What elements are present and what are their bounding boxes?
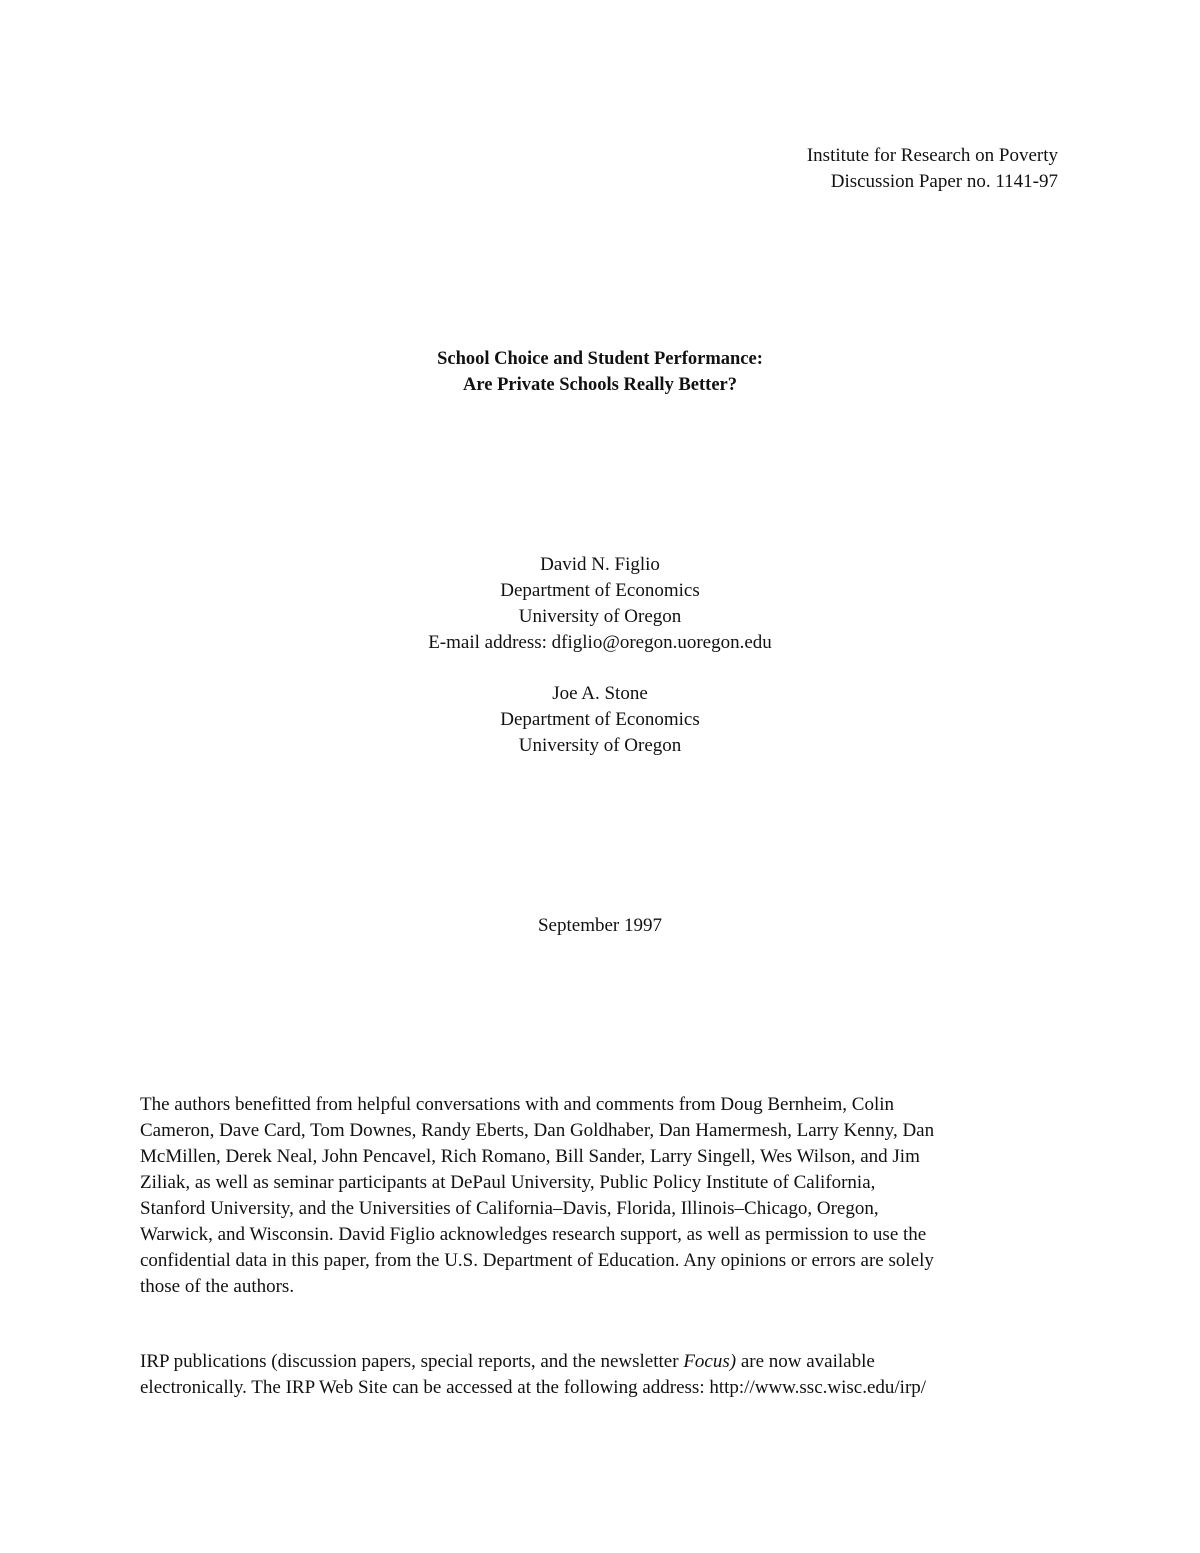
irp-note-line-1	[140, 1349, 1060, 1375]
irp-note-line-2: electronically. The IRP Web Site can be accessed at the following address: http://www.ssc.wisc.edu/irp/	[140, 1377, 927, 1398]
irp-publications-note	[140, 1349, 1060, 1401]
focus-newsletter-title: Focus)	[683, 1351, 737, 1372]
author-name: David N. Figlio	[540, 554, 660, 575]
title-line-2: Are Private Schools Really Better?	[463, 375, 737, 395]
author-university: University of Oregon	[518, 735, 682, 756]
acknowledgment-line: The authors benefitted from helpful conversations with and comments from Doug Bernheim, Colin	[140, 1094, 895, 1115]
author-name: Joe A. Stone	[552, 683, 648, 704]
title-line-1: School Choice and Student Performance:	[437, 349, 763, 369]
author-university: University of Oregon	[518, 606, 682, 627]
acknowledgment-line: Cameron, Dave Card, Tom Downes, Randy Eberts, Dan Goldhaber, Dan Hamermesh, Larry Kenny, Dan	[140, 1120, 935, 1141]
acknowledgment-line: Stanford University, and the Universities of California–Davis, Florida, Illinois–Chicago, Oregon,	[140, 1198, 879, 1219]
acknowledgment-line: confidential data in this paper, from the U.S. Department of Education. Any opinions or errors are solely	[140, 1250, 934, 1271]
header-block	[807, 143, 1058, 195]
paper-title	[0, 346, 1200, 398]
author-block-figlio	[0, 552, 1200, 656]
author-email: E-mail address: dfiglio@oregon.uoregon.edu	[428, 632, 772, 653]
acknowledgment-line: Warwick, and Wisconsin. David Figlio acknowledges research support, as well as permission to use the	[140, 1224, 927, 1245]
discussion-paper-number: Discussion Paper no. 1141-97	[830, 171, 1058, 192]
institute-name: Institute for Research on Poverty	[806, 145, 1058, 166]
publication-date: September 1997	[537, 915, 662, 936]
acknowledgment-paragraph	[140, 1092, 1060, 1300]
author-department: Department of Economics	[500, 580, 700, 601]
acknowledgment-line: Ziliak, as well as seminar participants at DePaul University, Public Policy Institute of California,	[140, 1172, 876, 1193]
irp-note-text: IRP publications (discussion papers, special reports, and the newsletter	[140, 1351, 684, 1372]
author-department: Department of Economics	[500, 709, 700, 730]
author-block-stone	[0, 681, 1200, 759]
acknowledgment-line: those of the authors.	[140, 1276, 295, 1297]
irp-note-text: are now available	[736, 1351, 875, 1372]
acknowledgment-line: McMillen, Derek Neal, John Pencavel, Rich Romano, Bill Sander, Larry Singell, Wes Wilson, and Jim	[140, 1146, 920, 1167]
